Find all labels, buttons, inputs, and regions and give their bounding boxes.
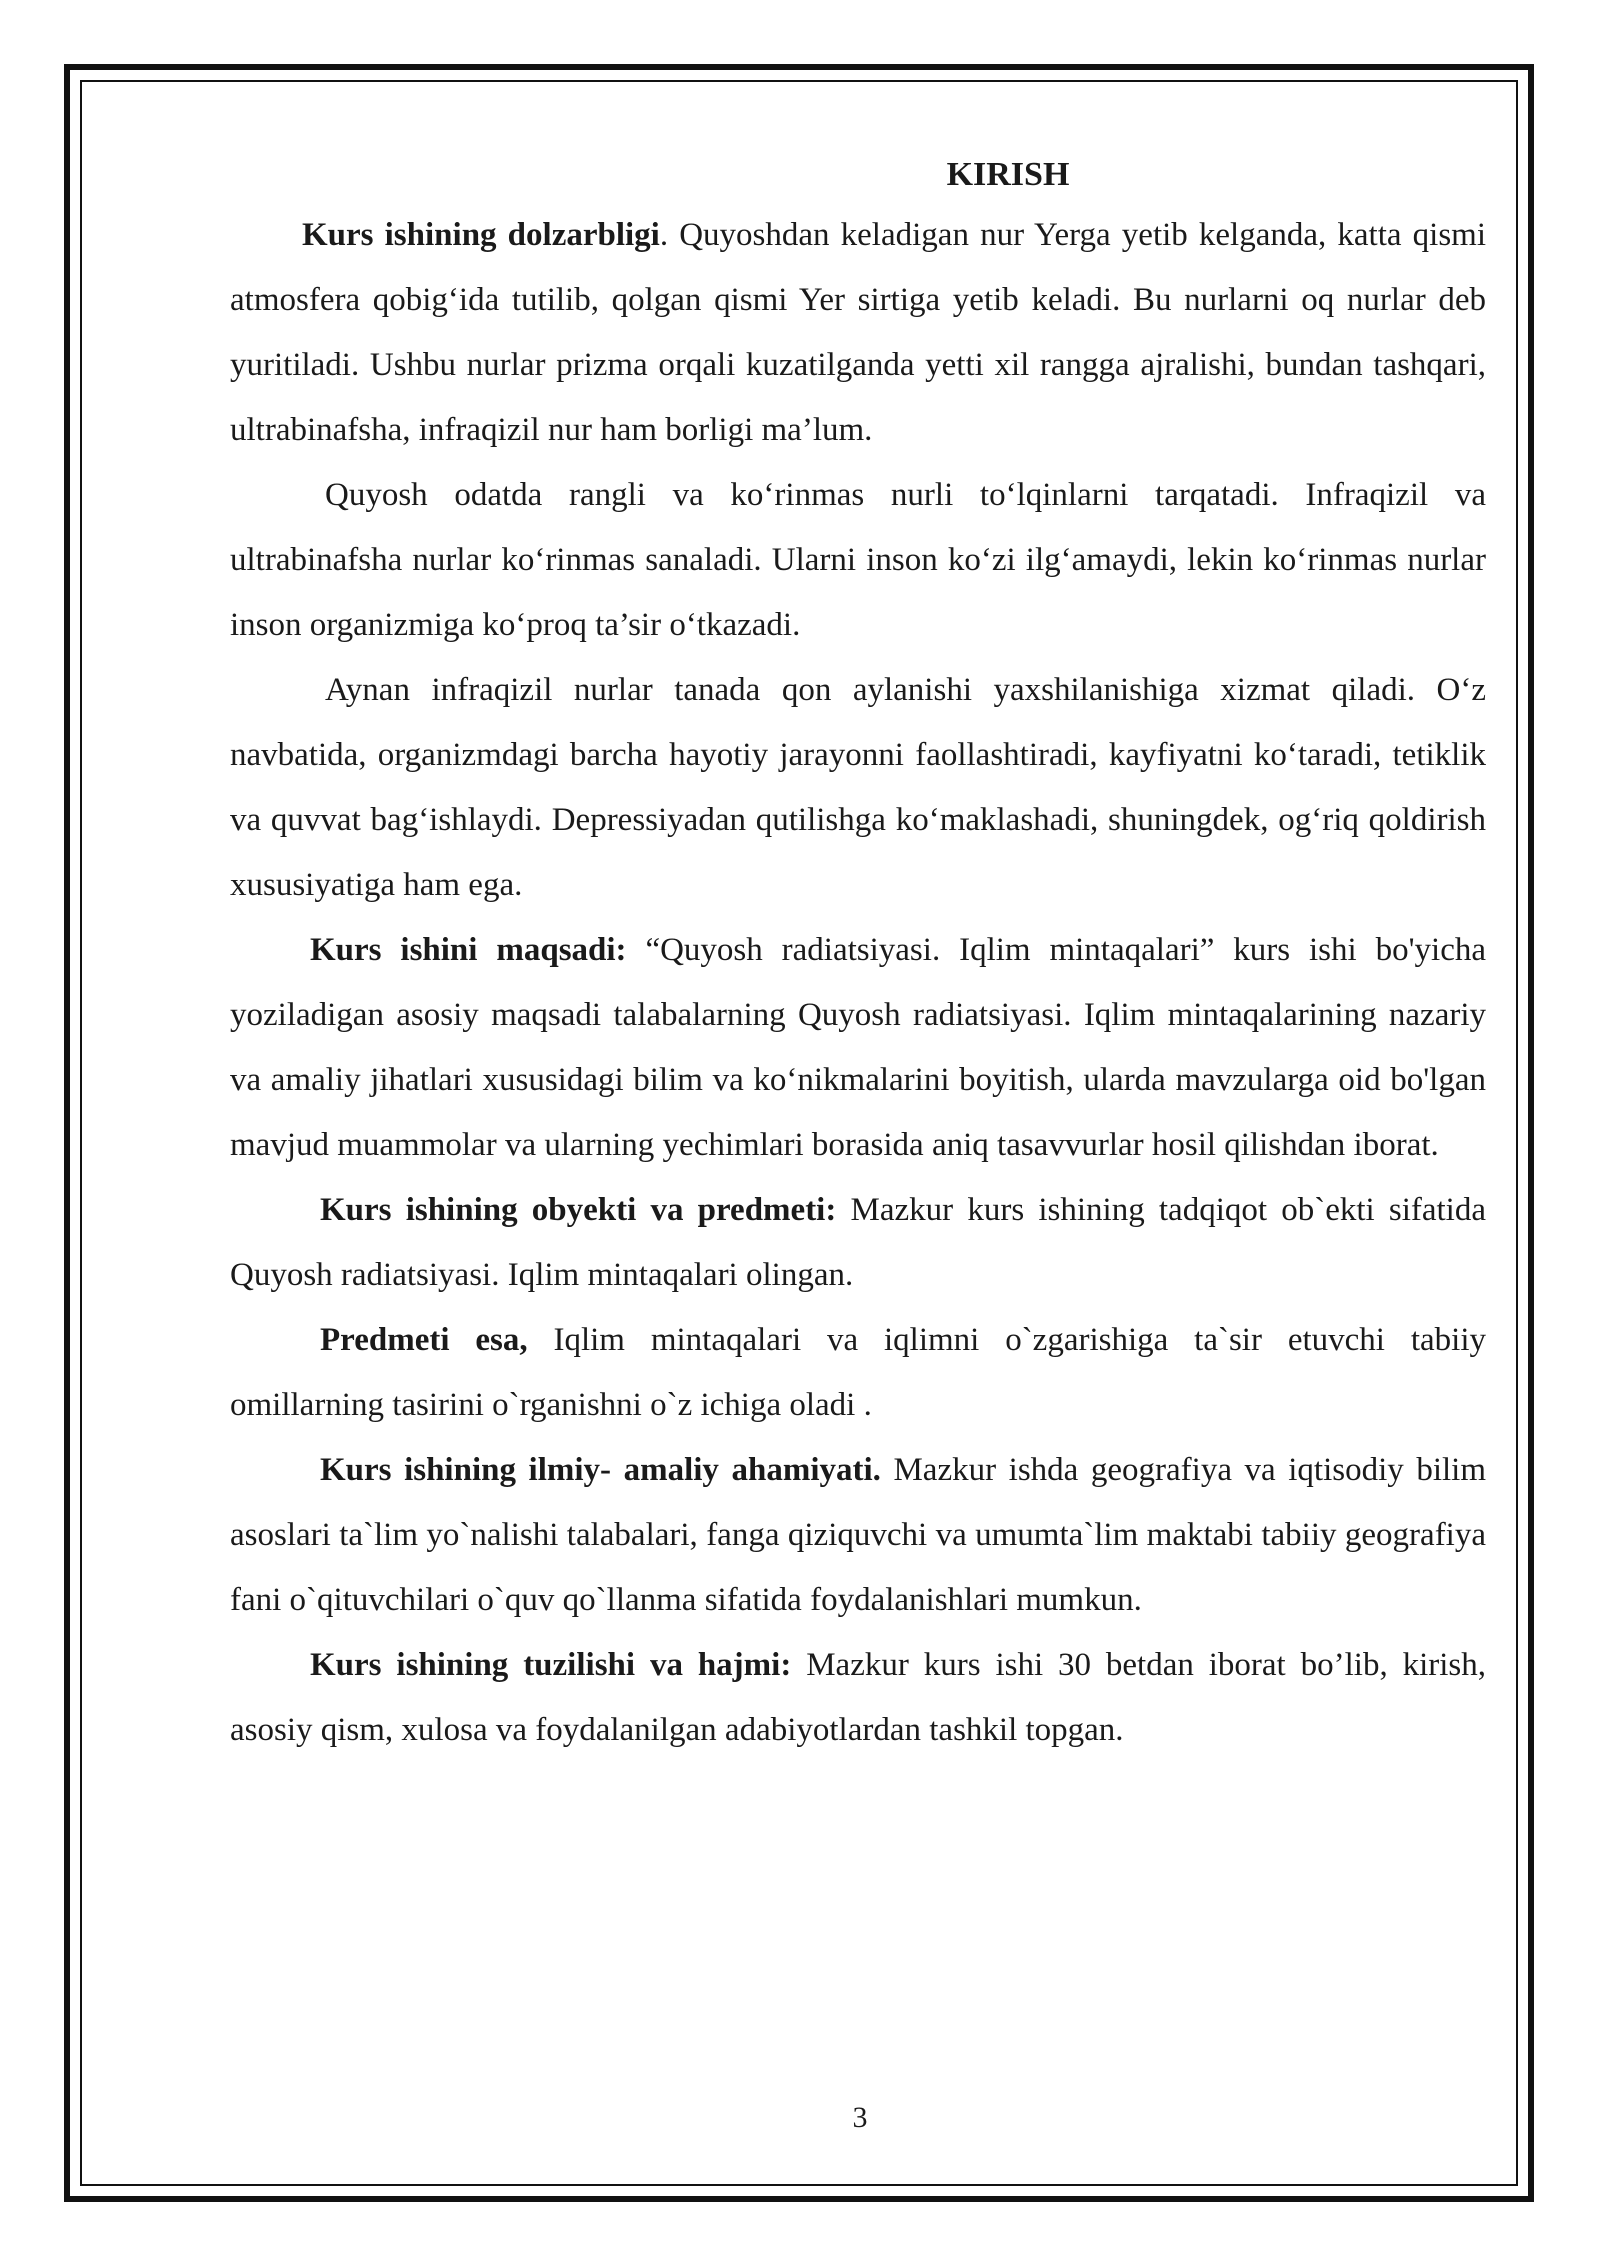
paragraph-text: Iqlim mintaqalari va iqlimni o`zgarishiga ta`sir etuvchi tabiiy omillarning tasirini o`rganishni o`z ichiga oladi .	[230, 1322, 1486, 1423]
paragraph-lead: Kurs ishining tuzilishi va hajmi:	[310, 1647, 792, 1683]
paragraph-text: Aynan infraqizil nurlar tanada qon aylanishi yaxshilanishiga xizmat qiladi. O‘z navbatida, organizmdagi barcha hayotiy jarayonni faollashtiradi, kayfiyatni ko‘taradi, tetiklik va quvvat bag‘ishlaydi. Depressiyadan qutilishga ko‘maklashadi, shuningdek, og‘riq qoldirish xususiyatiga ham ega.	[230, 672, 1486, 903]
paragraph-text: Quyosh odatda rangli va ko‘rinmas nurli to‘lqinlarni tarqatadi. Infraqizil va ultrabinafsha nurlar ko‘rinmas sanaladi. Ularni inson ko‘zi ilg‘amaydi, lekin ko‘rinmas nurlar inson organizmiga ko‘proq ta’sir o‘tkazadi.	[230, 477, 1486, 643]
paragraph-infrared	[230, 658, 1486, 918]
paragraph-structure	[230, 1633, 1486, 1763]
paragraph-lead: Predmeti esa,	[320, 1322, 528, 1358]
page-content	[230, 150, 1486, 1763]
paragraph-significance	[230, 1438, 1486, 1633]
paragraph-text: . Quyoshdan keladigan nur Yerga yetib kelganda, katta qismi atmosfera qobig‘ida tutilib, qolgan qismi Yer sirtiga yetib keladi. Bu nurlarni oq nurlar deb yuritiladi. Ushbu nurlar prizma orqali kuzatilganda yetti xil rangga ajralishi, bundan tashqari, ultrabinafsha, infraqizil nur ham borligi ma’lum.	[230, 217, 1486, 448]
paragraph-text: Mazkur kurs ishining tadqiqot ob`ekti sifatida Quyosh radiatsiyasi. Iqlim mintaqalari olingan.	[230, 1192, 1486, 1293]
page-number: 3	[852, 2101, 868, 2134]
paragraph-subject	[230, 1308, 1486, 1438]
paragraph-goal	[230, 918, 1486, 1178]
paragraph-lead: Kurs ishini maqsadi:	[310, 932, 627, 968]
paragraph-text: Mazkur kurs ishi 30 betdan iborat bo’lib, kirish, asosiy qism, xulosa va foydalanilgan adabiyotlardan tashkil topgan.	[230, 1647, 1486, 1748]
paragraph-text: Mazkur ishda geografiya va iqtisodiy bilim asoslari ta`lim yo`nalishi talabalari, fanga qiziquvchi va umumta`lim maktabi tabiiy geografiya fani o`qituvchilari o`quv qo`llanma sifatida foydalanishlari mumkun.	[230, 1452, 1486, 1618]
paragraph-visible-light	[230, 463, 1486, 658]
page-title: KIRISH	[946, 156, 1070, 193]
paragraph-lead: Kurs ishining dolzarbligi	[302, 217, 660, 253]
paragraph-lead: Kurs ishining obyekti va predmeti:	[320, 1192, 837, 1228]
paragraph-object-subject	[230, 1178, 1486, 1308]
paragraph-lead: Kurs ishining ilmiy- amaliy ahamiyati.	[320, 1452, 881, 1488]
paragraph-text: “Quyosh radiatsiyasi. Iqlim mintaqalari” kurs ishi bo'yicha yoziladigan asosiy maqsadi talabalarning Quyosh radiatsiyasi. Iqlim mintaqalarining nazariy va amaliy jihatlari xususidagi bilim va ko‘nikmalarini boyitish, ularda mavzularga oid bo'lgan mavjud muammolar va ularning yechimlari borasida aniq tasavvurlar hosil qilishdan iborat.	[230, 932, 1486, 1163]
paragraph-relevance	[230, 203, 1486, 463]
